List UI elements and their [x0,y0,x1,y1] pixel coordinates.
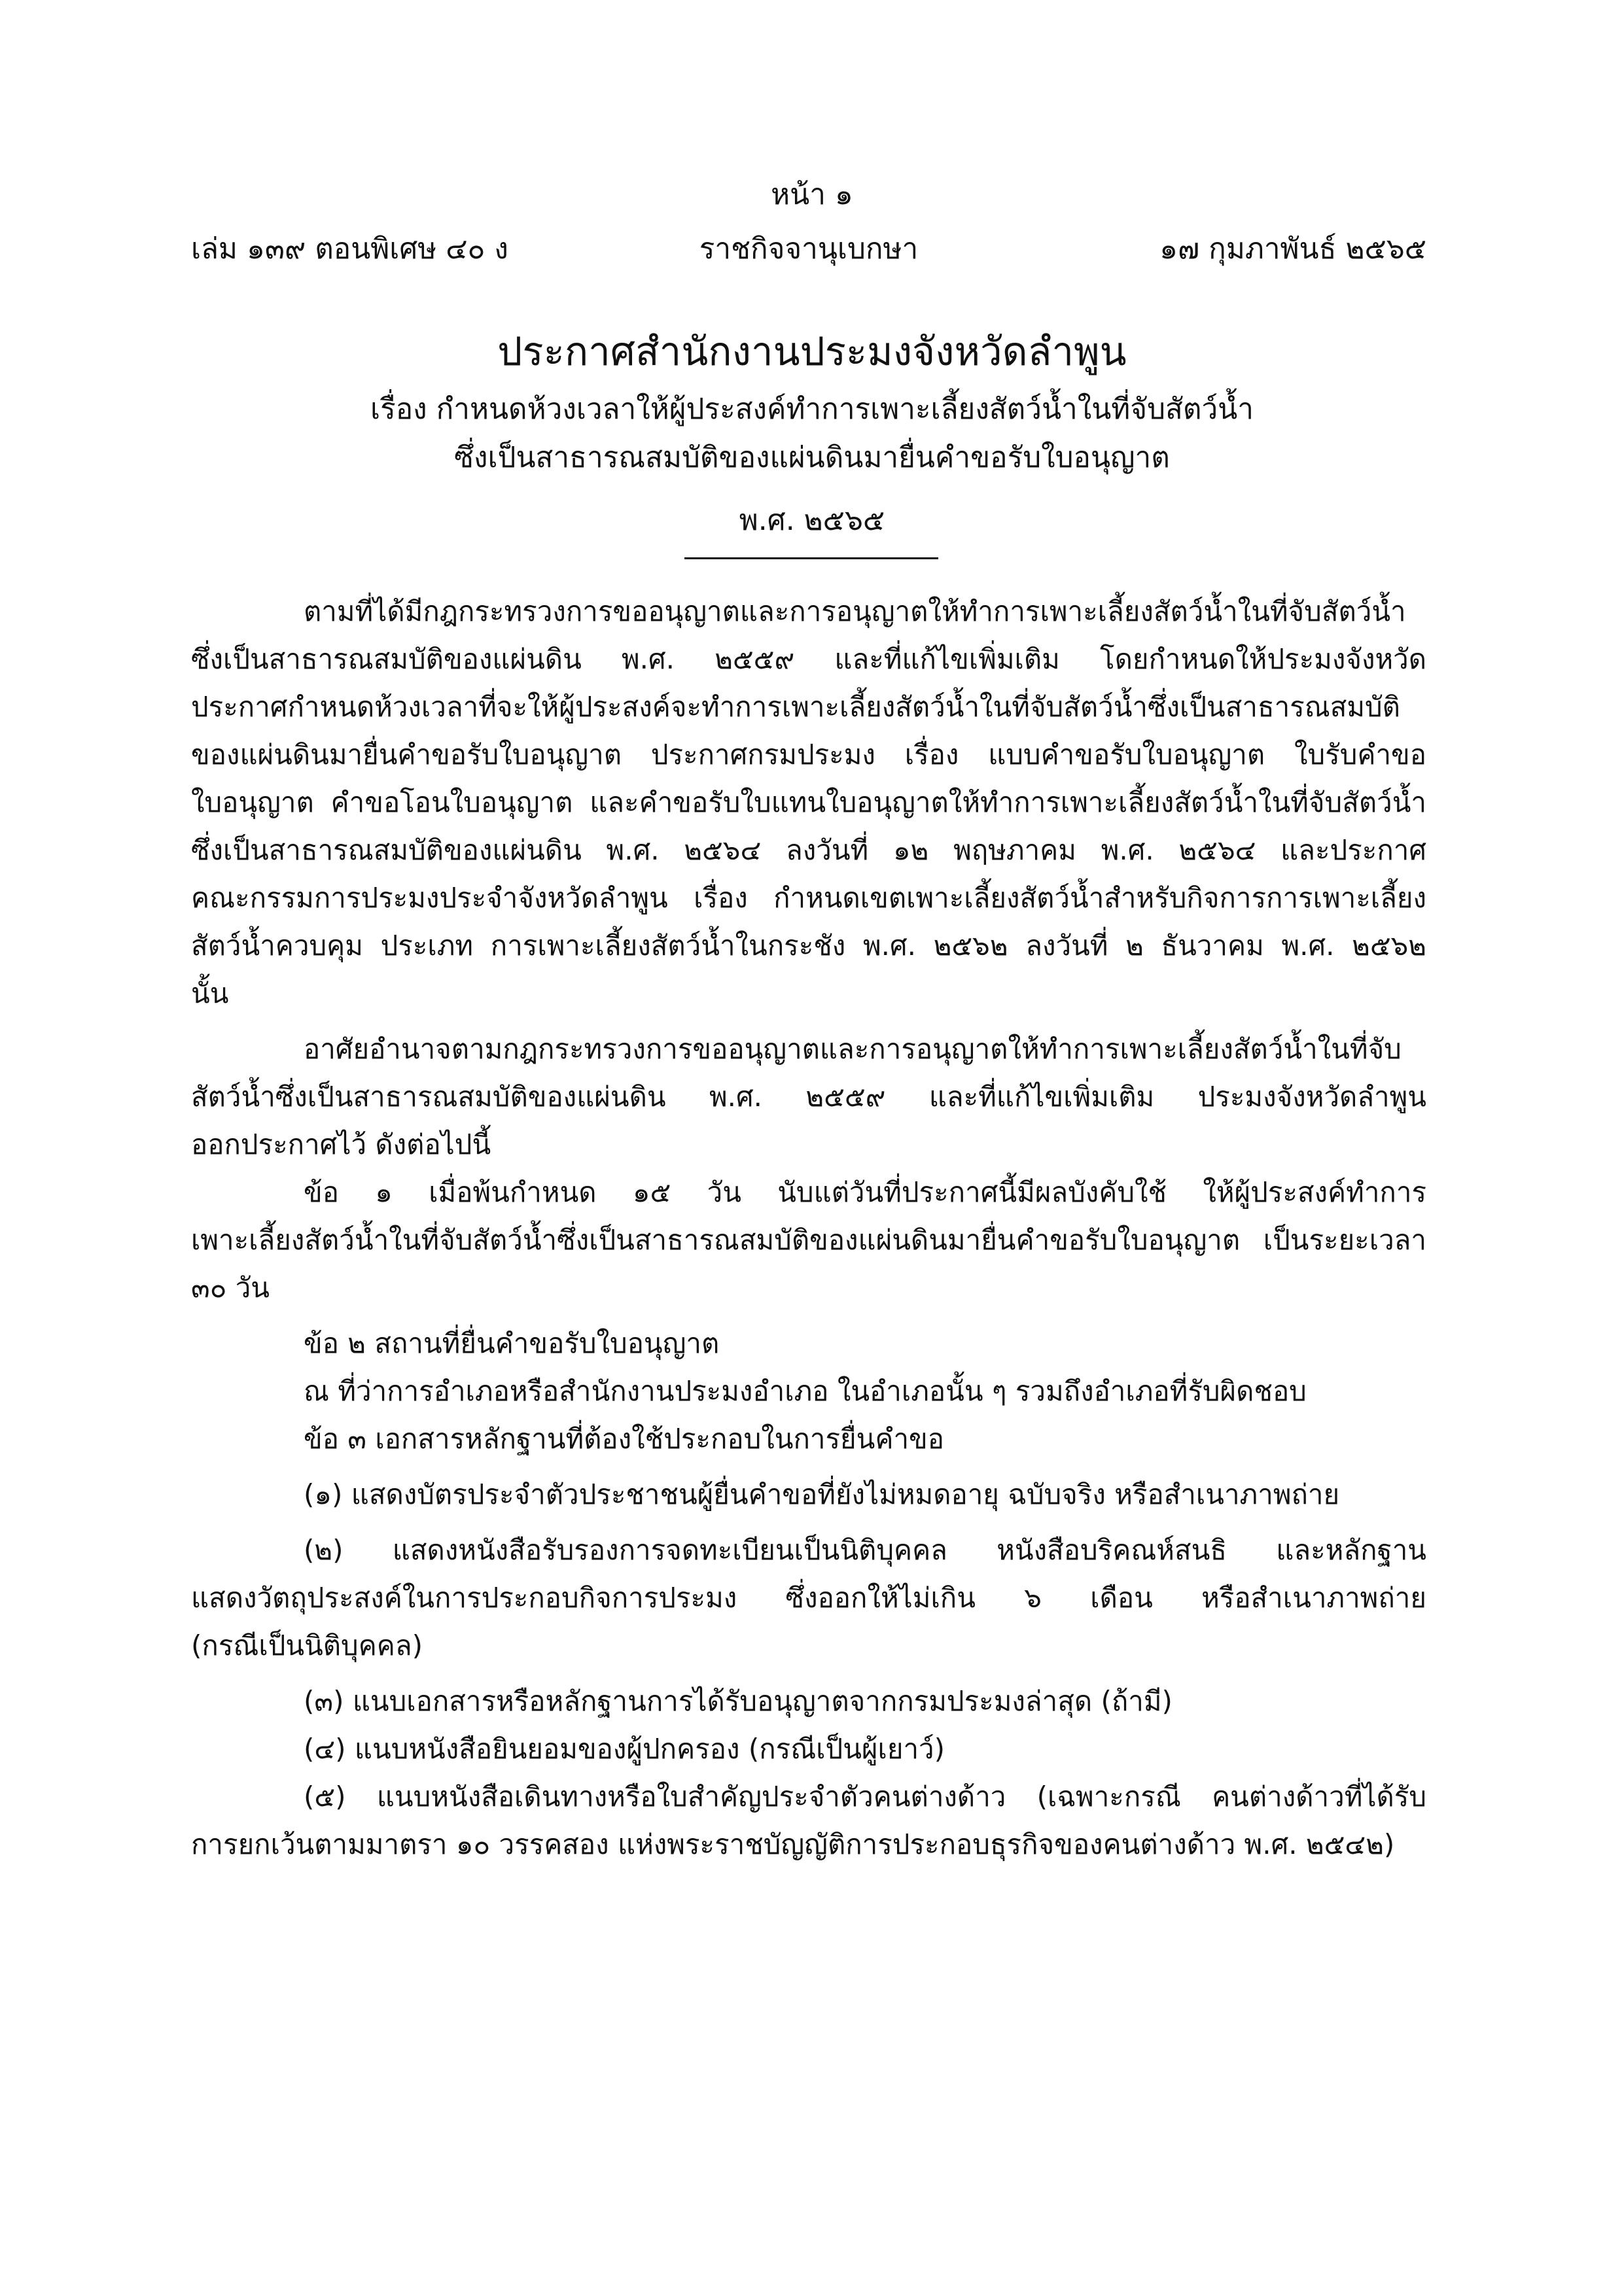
subject-line-2: ซึ่งเป็นสาธารณสมบัติของแผ่นดินมายื่นคำขอรับใบอนุญาต [454,441,1170,474]
body-line: ซึ่งเป็นสาธารณสมบัติของแผ่นดิน พ.ศ. ๒๕๖๔ ลงวันที่ ๑๒ พฤษภาคม พ.ศ. ๒๕๖๔ และประกาศ [191,834,1426,866]
announcement-title: ประกาศสำนักงานประมงจังหวัดลำพูน [497,329,1127,375]
announcement-body [191,587,1426,1868]
body-line: ออกประกาศไว้ ดังต่อไปนี้ [191,1128,491,1160]
title-divider [684,557,938,559]
publication-date: ๑๗ กุมภาพันธ์ ๒๕๖๕ [1159,232,1426,266]
doc-item-2-line: แสดงวัตถุประสงค์ในการประกอบกิจการประมง ซึ่งออกให้ไม่เกิน ๖ เดือน หรือสำเนาภาพถ่าย [191,1582,1426,1614]
clause-1-line: ๓๐ วัน [191,1272,270,1304]
doc-item-3: (๓) แนบเอกสารหรือหลักฐานการได้รับอนุญาตจากกรมประมงล่าสุด (ถ้ามี) [304,1685,1173,1717]
doc-item-4: (๔) แนบหนังสือยินยอมของผู้ปกครอง (กรณีเป็นผู้เยาว์) [304,1733,945,1765]
gazette-name: ราชกิจจานุเบกษา [699,232,919,266]
clause-1-line: ข้อ ๑ เมื่อพ้นกำหนด ๑๕ วัน นับแต่วันที่ประกาศนี้มีผลบังคับใช้ ให้ผู้ประสงค์ทำการ [304,1176,1426,1208]
gazette-header [191,226,1426,265]
doc-item-1: (๑) แสดงบัตรประจำตัวประชาชนผู้ยื่นคำขอที่ยังไม่หมดอายุ ฉบับจริง หรือสำเนาภาพถ่าย [304,1478,1340,1510]
clause-2-heading: ข้อ ๒ สถานที่ยื่นคำขอรับใบอนุญาต [304,1327,720,1359]
body-line: สัตว์น้ำควบคุม ประเภท การเพาะเลี้ยงสัตว์น้ำในกระชัง พ.ศ. ๒๕๖๒ ลงวันที่ ๒ ธันวาคม พ.ศ. ๒๕๖๒ [191,930,1426,962]
doc-item-5-line: การยกเว้นตามมาตรา ๑๐ วรรคสอง แห่งพระราชบัญญัติการประกอบธุรกิจของคนต่างด้าว พ.ศ. ๒๕๔๒) [191,1828,1395,1860]
clause-3-heading: ข้อ ๓ เอกสารหลักฐานที่ต้องใช้ประกอบในการยื่นคำขอ [304,1423,944,1455]
body-line: อาศัยอำนาจตามกฎกระทรวงการขออนุญาตและการอนุญาตให้ทำการเพาะเลี้ยงสัตว์น้ำในที่จับ [304,1033,1402,1065]
body-line: สัตว์น้ำซึ่งเป็นสาธารณสมบัติของแผ่นดิน พ.ศ. ๒๕๕๙ และที่แก้ไขเพิ่มเติม ประมงจังหวัดลำพูน [191,1081,1426,1113]
clause-1-line: เพาะเลี้ยงสัตว์น้ำในที่จับสัตว์น้ำซึ่งเป็นสาธารณสมบัติของแผ่นดินมายื่นคำขอรับใบอนุญาต เป็นระยะเวลา [191,1224,1426,1256]
body-line: นั้น [191,977,229,1009]
doc-item-2-line: (กรณีเป็นนิติบุคคล) [191,1629,423,1661]
body-line: คณะกรรมการประมงประจำจังหวัดลำพูน เรื่อง กำหนดเขตเพาะเลี้ยงสัตว์น้ำสำหรับกิจการการเพาะเลี้ยง [191,882,1426,914]
body-line: ใบอนุญาต คำขอโอนใบอนุญาต และคำขอรับใบแทนใบอนุญาตให้ทำการเพาะเลี้ยงสัตว์น้ำในที่จับสัตว์น้ำ [191,786,1426,818]
doc-item-5: (๕) แนบหนังสือเดินทางหรือใบสำคัญประจำตัวคนต่างด้าว (เฉพาะกรณี คนต่างด้าวที่ได้รับ [304,1781,1426,1813]
page-number: หน้า ๑ [771,178,853,211]
body-line: ซึ่งเป็นสาธารณสมบัติของแผ่นดิน พ.ศ. ๒๕๕๙ และที่แก้ไขเพิ่มเติม โดยกำหนดให้ประมงจังหวัด [191,643,1426,675]
doc-item-2: (๒) แสดงหนังสือรับรองการจดทะเบียนเป็นนิติบุคคล หนังสือบริคณห์สนธิ และหลักฐาน [304,1534,1426,1566]
volume-issue: เล่ม ๑๓๙ ตอนพิเศษ ๔๐ ง [191,232,508,266]
clause-2-text: ณ ที่ว่าการอำเภอหรือสำนักงานประมงอำเภอ ในอำเภอนั้น ๆ รวมถึงอำเภอที่รับผิดชอบ [304,1375,1307,1407]
body-line: ตามที่ได้มีกฎกระทรวงการขออนุญาตและการอนุญาตให้ทำการเพาะเลี้ยงสัตว์น้ำในที่จับสัตว์น้ำ [304,595,1406,627]
body-line: ของแผ่นดินมายื่นคำขอรับใบอนุญาต ประกาศกรมประมง เรื่อง แบบคำขอรับใบอนุญาต ใบรับคำขอ [191,739,1426,771]
announcement-year: พ.ศ. ๒๕๖๕ [739,504,885,537]
body-line: ประกาศกำหนดห้วงเวลาที่จะให้ผู้ประสงค์จะทำการเพาะเลี้ยงสัตว์น้ำในที่จับสัตว์น้ำซึ่งเป็นสาธารณสมบัติ [191,691,1400,723]
subject-line-1: เรื่อง กำหนดห้วงเวลาให้ผู้ประสงค์ทำการเพาะเลี้ยงสัตว์น้ำในที่จับสัตว์น้ำ [370,392,1254,426]
